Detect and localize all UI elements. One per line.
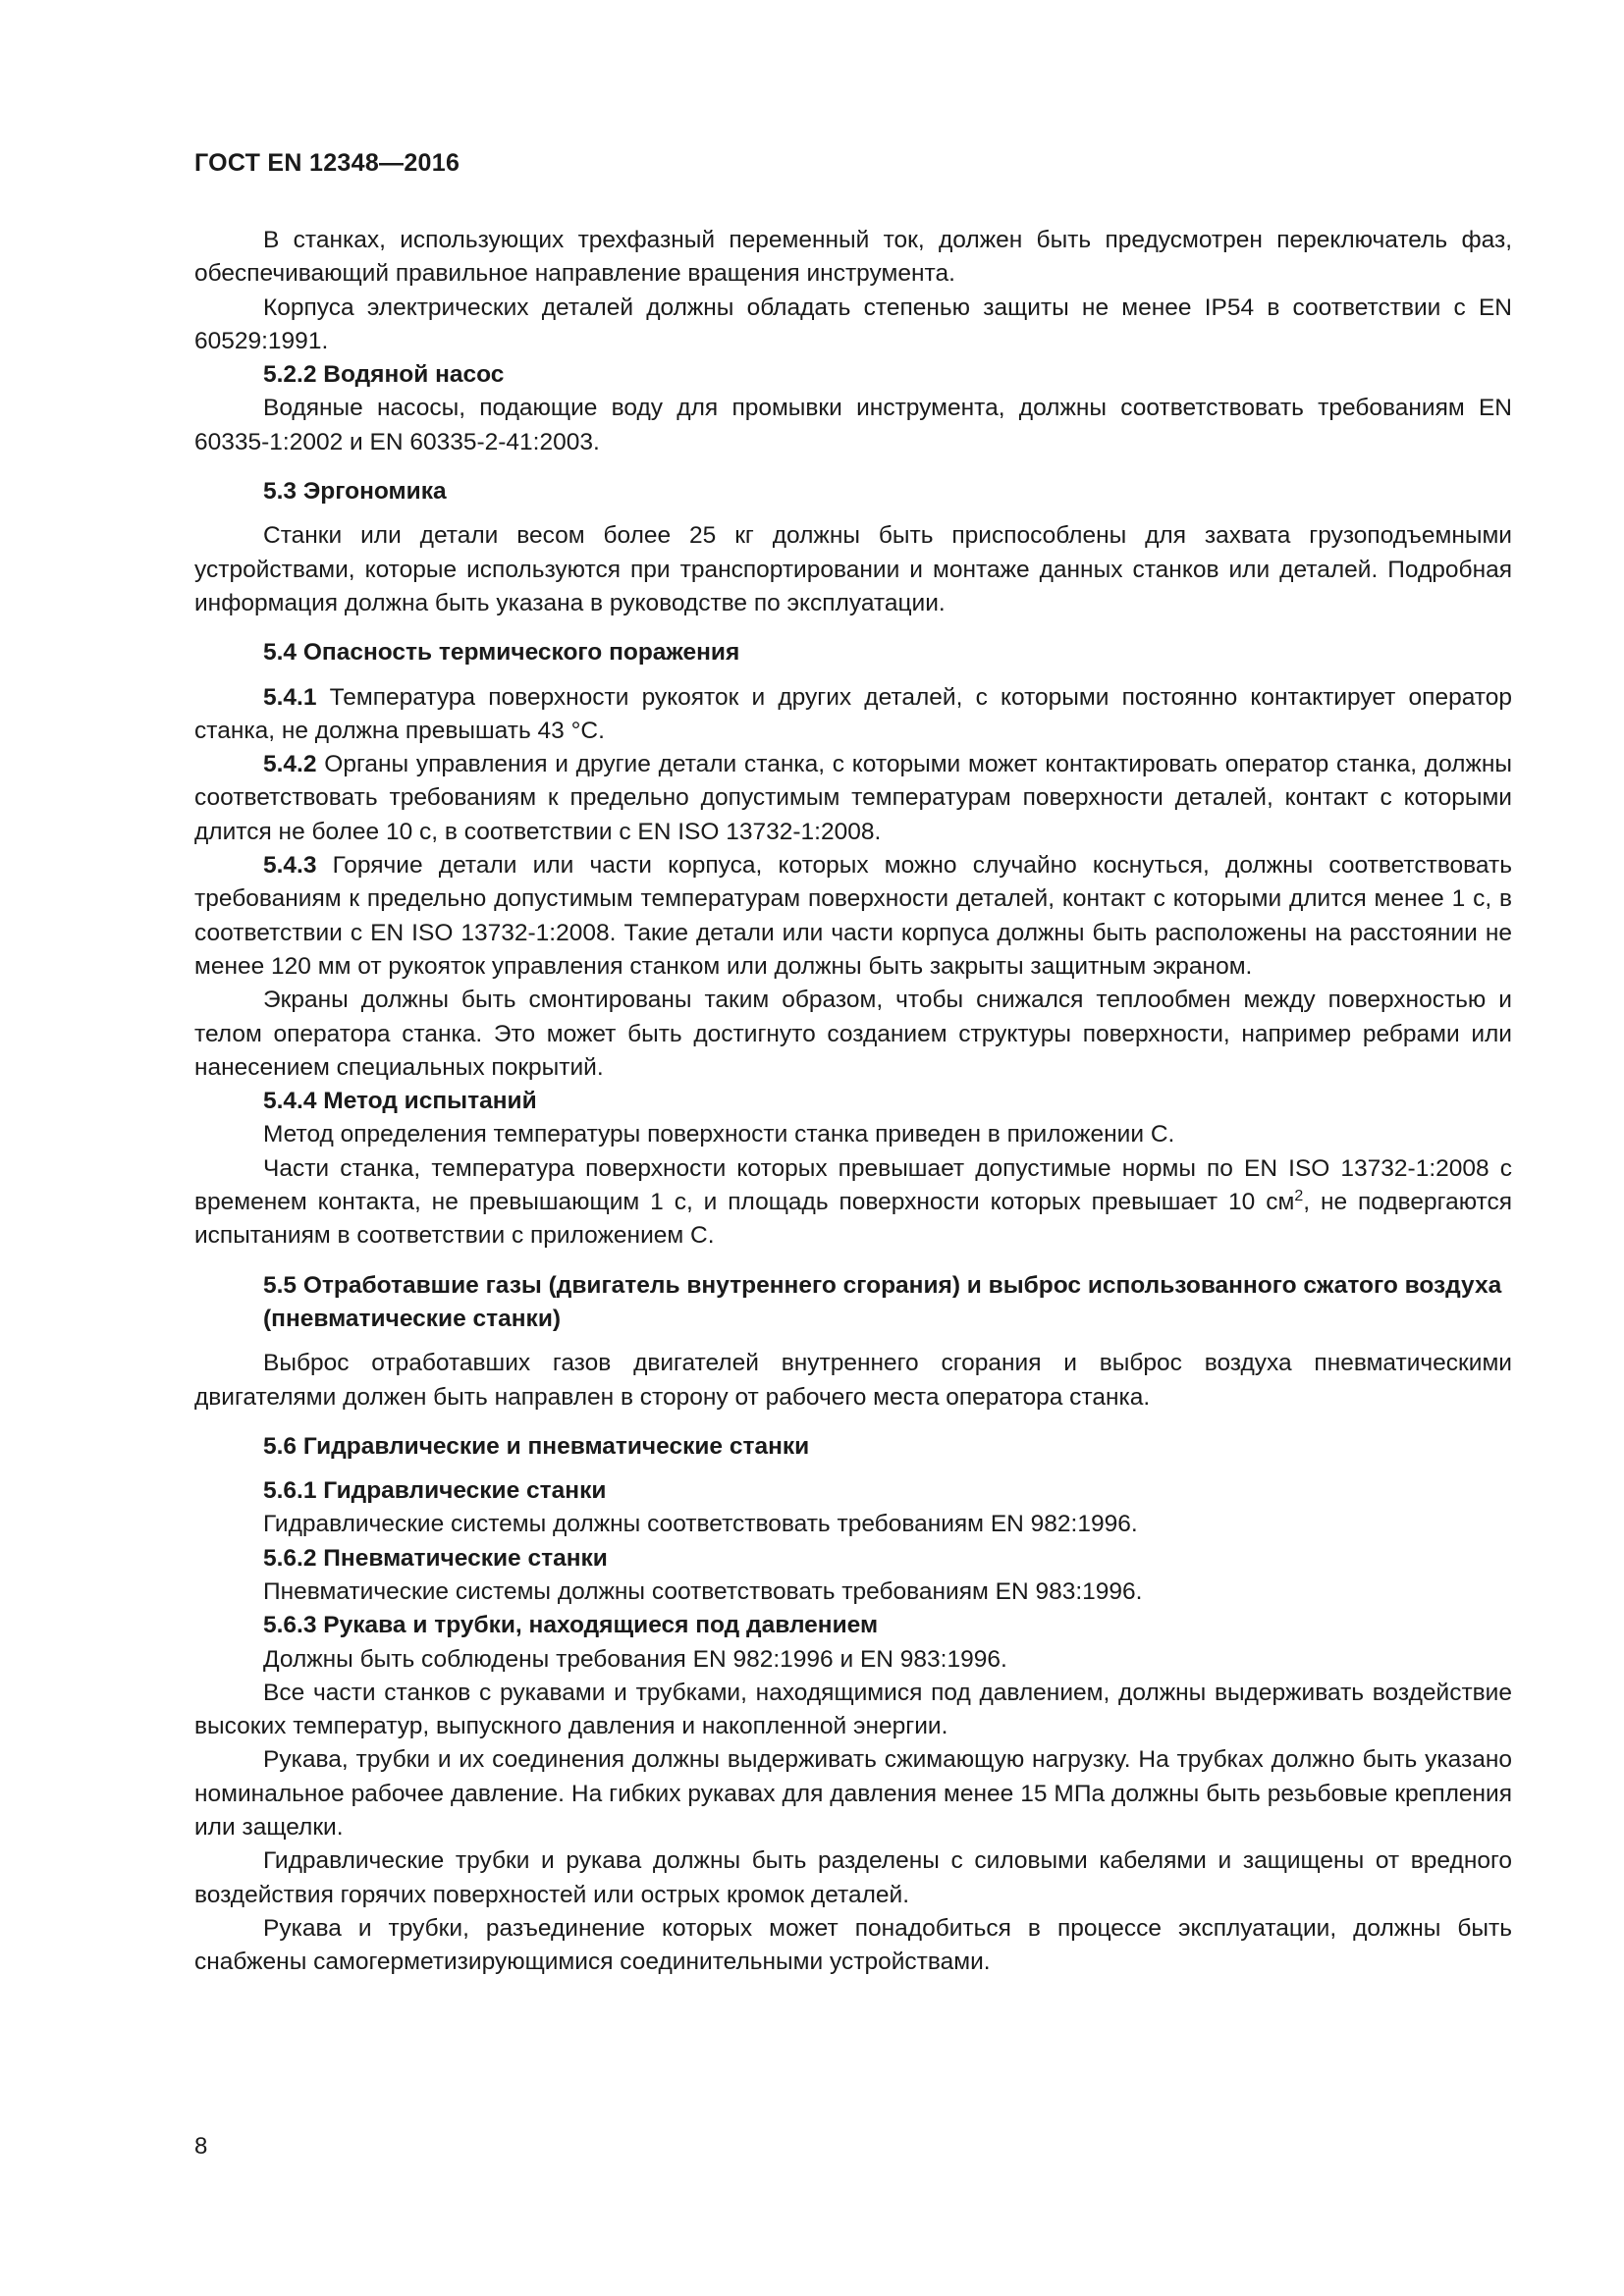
paragraph-text: Части станка, температура поверхности которых превышает допустимые нормы по EN ISO 13732-1:2008 с временем контакта, не превышающим 1 с, и площадь поверхности которых превышает 10 см	[194, 1154, 1512, 1216]
paragraph-text: Органы управления и другие детали станка, с которыми может контактировать оператор станка, должны соответствовать требованиям к предельно допустимым температурам поверхности деталей, контакт с которыми длится не более 10 с, в соответствии с EN ISO 13732-1:2008.	[194, 751, 1512, 845]
paragraph-ergonomics: Станки или детали весом более 25 кг должны быть приспособлены для захвата грузоподъемными устройствами, которые используются при транспортировании и монтаже данных станков или деталей. Подробная информация должна быть указана в руководстве по эксплуатации.	[194, 522, 1512, 616]
superscript: 2	[1294, 1187, 1304, 1204]
clause-number: 5.4.2	[263, 751, 317, 778]
paragraph-hydraulic-tubes: Гидравлические трубки и рукава должны быть разделены с силовыми кабелями и защищены от вредного воздействия горячих поверхностей или острых кромок деталей.	[194, 1847, 1512, 1908]
heading-5-6-1: 5.6.1 Гидравлические станки	[263, 1477, 607, 1505]
document-header: ГОСТ EN 12348—2016	[194, 149, 460, 177]
paragraph-water-pump: Водяные насосы, подающие воду для промывки инструмента, должны соответствовать требованиям EN 60335-1:2002 и EN 60335-2-41:2003.	[194, 395, 1512, 455]
paragraph-hoses: Рукава, трубки и их соединения должны выдерживать сжимающую нагрузку. На трубках должно быть указано номинальное рабочее давление. На гибких рукавах для давления менее 15 МПа должны быть резьбовые крепления или защелки.	[194, 1746, 1512, 1842]
paragraph-test-exemption	[194, 1152, 1512, 1254]
heading-5-4-4: 5.4.4 Метод испытаний	[263, 1088, 537, 1115]
clause-number: 5.4.3	[263, 852, 317, 880]
paragraph-text: , не подвергаются испытаниям в соответствии с приложением С.	[194, 1189, 1512, 1250]
paragraph-exhaust: Выброс отработавших газов двигателей внутреннего сгорания и выброс воздуха пневматическими двигателями должен быть направлен в сторону от рабочего места оператора станка.	[194, 1350, 1512, 1411]
paragraph-5-4-2	[194, 748, 1512, 849]
paragraph-self-sealing: Рукава и трубки, разъединение которых может понадобиться в процессе эксплуатации, должны быть снабжены самогерметизирующимися соединительными устройствами.	[194, 1914, 1512, 1976]
heading-5-3: 5.3 Эргономика	[263, 478, 447, 506]
paragraph-screens: Экраны должны быть смонтированы таким образом, чтобы снижался теплообмен между поверхностью и телом оператора станка. Это может быть достигнуто созданием структуры поверхности, например ребрами или нанесением специальных покрытий.	[194, 987, 1512, 1081]
paragraph-pneumatic: Пневматические системы должны соответствовать требованиям EN 983:1996.	[263, 1577, 1143, 1605]
paragraph-phase-switch: В станках, использующих трехфазный переменный ток, должен быть предусмотрен переключатель фаз, обеспечивающий правильное направление вращения инструмента.	[194, 227, 1512, 288]
heading-5-4: 5.4 Опасность термического поражения	[263, 639, 740, 667]
clause-number: 5.4.1	[263, 683, 317, 711]
paragraph-hydraulic: Гидравлические системы должны соответствовать требованиям EN 982:1996.	[263, 1511, 1138, 1538]
heading-5-6-3: 5.6.3 Рукава и трубки, находящиеся под давлением	[263, 1612, 879, 1639]
paragraph-5-4-1	[194, 681, 1512, 749]
heading-5-2-2: 5.2.2 Водяной насос	[263, 361, 505, 389]
heading-5-5: 5.5 Отработавшие газы (двигатель внутреннего сгорания) и выброс использованного сжатого воздуха (пневматические станки)	[263, 1271, 1502, 1332]
document-body	[194, 224, 1512, 1980]
paragraph-pressure-parts: Все части станков с рукавами и трубками, находящимися под давлением, должны выдерживать воздействие высоких температур, выпускного давления и накопленной энергии.	[194, 1679, 1512, 1740]
paragraph-ip54: Корпуса электрических деталей должны обладать степенью защиты не менее IP54 в соответствии с EN 60529:1991.	[194, 294, 1512, 354]
heading-5-6-2: 5.6.2 Пневматические станки	[263, 1544, 608, 1572]
paragraph-text: Температура поверхности рукояток и других деталей, с которыми постоянно контактирует оператор станка, не должна превышать 43 °С.	[194, 683, 1512, 744]
heading-5-6: 5.6 Гидравлические и пневматические станки	[263, 1432, 810, 1460]
paragraph-text: Горячие детали или части корпуса, которых можно случайно коснуться, должны соответствовать требованиям к предельно допустимым температурам поверхности деталей, контакт с которыми длится менее 1 с, в соответствии с EN ISO 13732-1:2008. Такие детали или части корпуса должны быть расположены на расстоянии не менее 120 мм от рукояток управления станком или должны быть закрыты защитным экраном.	[194, 852, 1512, 980]
paragraph-test-method: Метод определения температуры поверхности станка приведен в приложении С.	[263, 1121, 1175, 1148]
page-number: 8	[194, 2133, 208, 2160]
paragraph-5-4-3	[194, 849, 1512, 984]
paragraph-requirements: Должны быть соблюдены требования EN 982:1996 и EN 983:1996.	[263, 1645, 1007, 1673]
